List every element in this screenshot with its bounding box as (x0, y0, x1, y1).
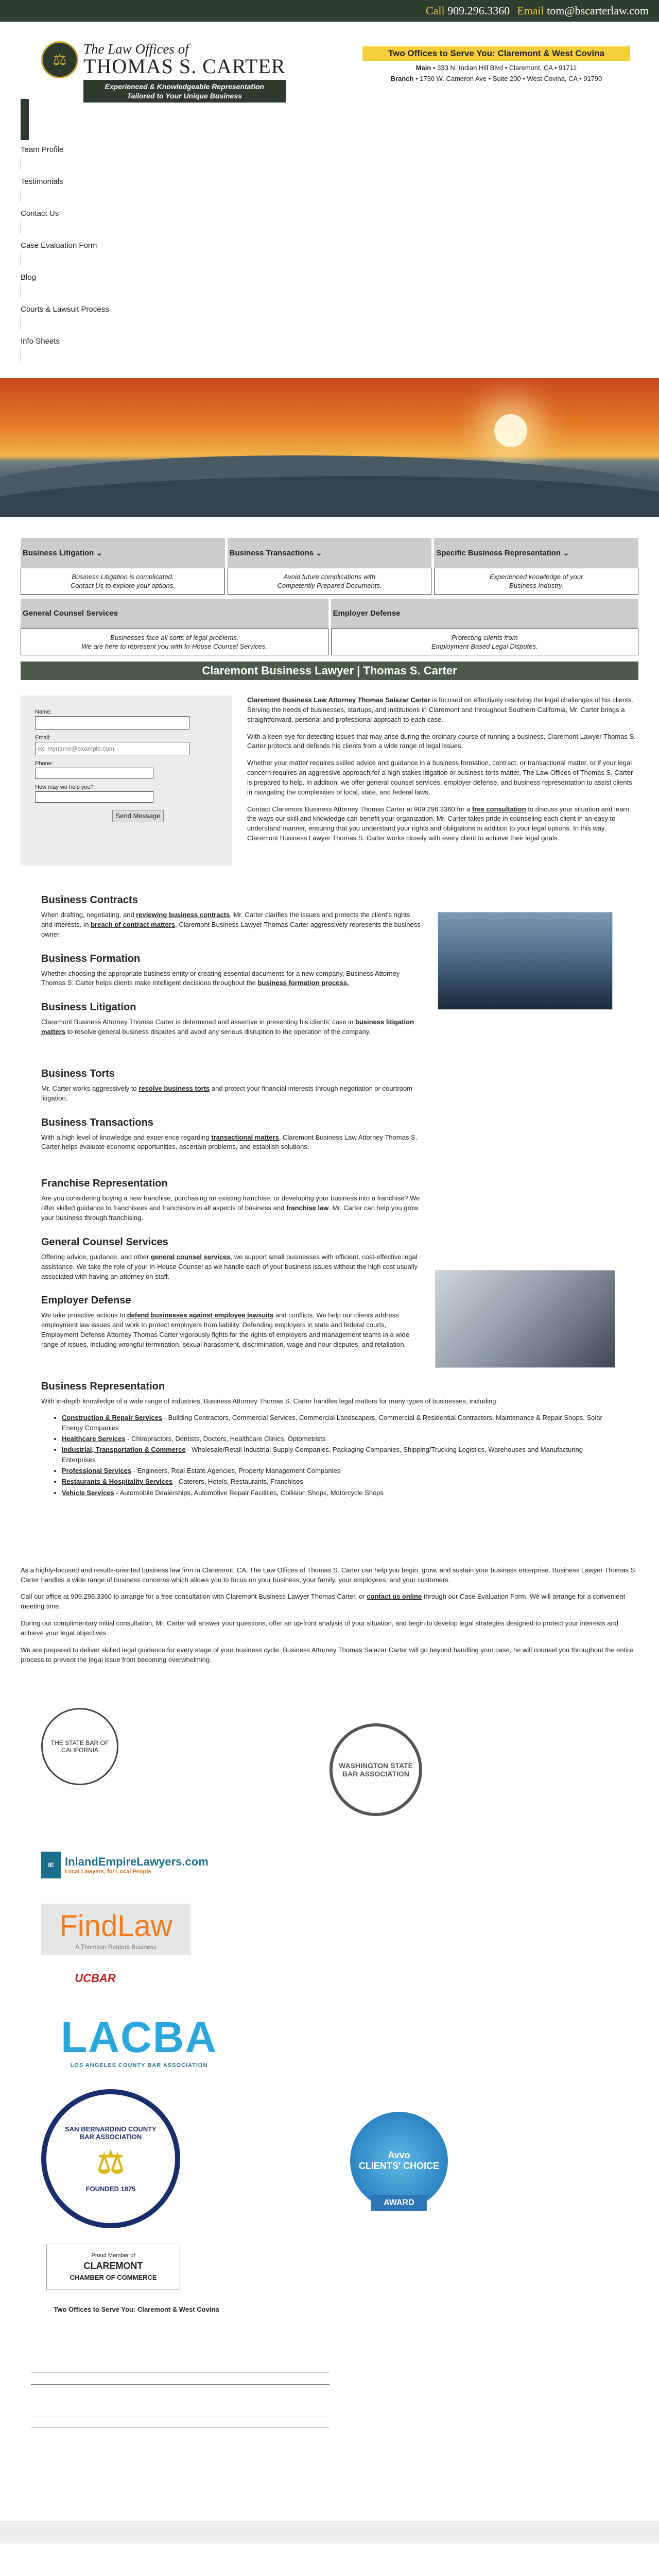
tagline-line-2: Tailored to Your Unique Business (127, 92, 242, 100)
logo-top-text: The Law Offices of (83, 41, 189, 57)
logo-text: InlandEmpireLawyers.com (65, 1855, 209, 1869)
email-info[interactable] (517, 4, 649, 18)
text: With a high level of knowledge and experience regarding (41, 1133, 212, 1141)
call-info[interactable] (426, 4, 510, 18)
litigation-link[interactable]: business litigation matters (41, 1018, 414, 1036)
section-text (41, 910, 422, 940)
service-general-counsel[interactable] (21, 599, 328, 655)
ucbar-logo[interactable]: UCBAR (75, 1972, 116, 1985)
employer-defense-link[interactable]: defend businesses against employee lawsuits (127, 1311, 274, 1319)
ie-badge-icon: IE (41, 1852, 61, 1878)
text: - Engineers, Real Estate Agencies, Property Management Companies (131, 1467, 341, 1475)
logo-text: THE STATE BAR OF CALIFORNIA (50, 1739, 109, 1754)
service-employer-defense[interactable] (331, 599, 639, 655)
top-contact-bar (0, 0, 659, 22)
service-desc (21, 629, 328, 655)
service-desc-line: Business Industry. (509, 581, 564, 589)
inland-empire-lawyers-logo[interactable] (41, 1847, 209, 1883)
section-title: Business Formation (41, 953, 141, 964)
phone-input[interactable] (35, 768, 153, 779)
service-desc-line: Experienced knowledge of your (489, 573, 583, 581)
service-specific-representation[interactable] (434, 538, 638, 595)
name-label: Name: (35, 709, 52, 715)
text: - Automobile Dealerships, Automotive Repair Facilities, Collision Shops, Motorcycle Shops (114, 1488, 384, 1497)
text: to resolve general business disputes and avoid any serious disruption to the operation of the company. (65, 1028, 371, 1036)
contact-online-link[interactable]: contact us online (367, 1592, 422, 1601)
text: Claremont Business Attorney Thomas Carter is determined and assertive in presenting his clients' case in (41, 1018, 355, 1026)
practice-areas (0, 866, 659, 1498)
section-text (41, 969, 422, 989)
service-title: General Counsel Services (21, 599, 328, 629)
logo-text: CLIENTS' CHOICE (358, 2161, 440, 2172)
nav-label: Courts & Lawsuit Process (21, 305, 109, 314)
offices-title: Two Offices to Serve You: Claremont & West Covina (362, 46, 630, 61)
industry-list (62, 1413, 618, 1498)
sun-shape (494, 414, 527, 447)
attorney-link[interactable]: Claremont Business Law Attorney Thomas Salazar Carter (247, 696, 430, 704)
nav-label: Blog (21, 273, 37, 282)
nav-label: Team Profile (21, 145, 64, 154)
branch-address: • 1730 W. Cameron Ave • Suite 200 • West Covina, CA • 91790 (415, 75, 602, 82)
section-text (41, 1018, 422, 1037)
section-title: Employer Defense (41, 1295, 131, 1307)
nav-item-blog[interactable] (21, 273, 638, 305)
text: We take proactive actions to (41, 1311, 127, 1319)
intro-paragraph (247, 696, 638, 725)
phone-number[interactable]: 909.296.3360 (447, 4, 510, 17)
section-title: Business Contracts (41, 894, 138, 906)
general-counsel-link[interactable]: general counsel services (150, 1252, 231, 1261)
scales-icon: ⚖ (97, 2145, 125, 2180)
contact-form (21, 696, 232, 866)
logo-subtext: LOS ANGELES COUNTY BAR ASSOCIATION (70, 2062, 208, 2069)
service-desc-line: Businesses face all sorts of legal problems. (110, 634, 239, 641)
list-item (62, 1434, 608, 1444)
service-desc (434, 568, 638, 595)
association-logos (0, 1672, 659, 2295)
text: - Caterers, Hotels, Restaurants, Franchises (172, 1478, 303, 1486)
section-text (41, 1194, 422, 1223)
list-item (62, 1445, 608, 1465)
text: , Claremont Business Law Attorney Thomas S. Carter helps evaluate economic opportunities, ascertain problems, and establish solutions. (41, 1133, 418, 1151)
ribbon-label: AWARD (371, 2195, 427, 2211)
service-title (21, 538, 225, 568)
logo-subtext: FOUNDED 1875 (85, 2184, 136, 2193)
paragraph-text: to discuss your situation and learn the ways our skill and knowledge can benefit your organization. Mr. Carter takes pride in counseling each client in an easy to understand manner, ensuring that you understand your rights and obligations in addition to your legal options. In this way, Claremont Business Lawyer Thomas S. Carter works closely with every client to achieve their legal goals. (247, 805, 629, 842)
industry-link[interactable]: Restaurants & Hospitality Services (62, 1478, 173, 1486)
list-item (62, 1413, 608, 1433)
nav-item-info-sheets[interactable] (21, 337, 638, 369)
send-message-button[interactable]: Send Message (112, 810, 164, 822)
section-title: Business Representation (41, 1380, 165, 1392)
section-text: With in-depth knowledge of a wide range of industries, Business Attorney Thomas S. Carter handles legal matters for many types of businesses, including: (41, 1397, 498, 1405)
intro-paragraph (247, 805, 638, 843)
nav-label: Info Sheets (21, 337, 60, 346)
site-header (0, 22, 659, 99)
franchise-link[interactable]: franchise law (286, 1204, 329, 1212)
nav-item-testimonials[interactable] (21, 177, 638, 209)
logo-subtext: Local Lawyers, for Local People (65, 1869, 151, 1875)
main-address: • 333 N. Indian Hill Blvd • Claremont, CA • 91711 (432, 64, 577, 72)
help-label: How may we help you? (35, 784, 94, 790)
text: , Mr. Carter clarifies the issues and protects the client's rights and interests. In (41, 911, 410, 928)
logo-subtext: CHAMBER OF COMMERCE (70, 2274, 157, 2282)
closing-paragraph: As a highly-focused and results-oriented business law firm in Claremont, CA, The Law Offices of Thomas S. Carter can help you begin, grow, and sustain your business enterprise. Business Lawyer Thomas S. Carter handles a wide range of business concerns which allows you to focus on your business, your family, your employees, and your customers. (21, 1566, 637, 1584)
service-title: Employer Defense (331, 599, 639, 629)
section-title: Business Litigation (41, 1002, 136, 1013)
paragraph-text: is focused on effectively resolving the legal challenges of his clients. Serving the needs of businesses, startups, and institutions in Claremont and throughout Southern California, Mr. Carter brings a straightforward, personal and professional approach to each case. (247, 696, 634, 723)
service-title-text: Business Litigation (23, 549, 94, 557)
main-nav (0, 99, 659, 369)
nav-label: Contact Us (21, 209, 59, 218)
logo-text: SAN BERNARDINO COUNTY BAR ASSOCIATION (65, 2125, 157, 2141)
breach-link[interactable]: breach of contract matters (91, 920, 176, 928)
text: and conflicts. We help our clients address employment law issues and work to protect employers from liability. Defending employers in state and federal courts, Employment Defense Attorney Thomas Carter vigorously fights for the rights of employers and management teams in a wide range of issues, including wrongful termination, sexual harassment, discrimination, wage and hour disputes, and retaliation. (41, 1311, 410, 1348)
text: When drafting, negotiating, and (41, 911, 136, 919)
hero-sunset-image (0, 378, 659, 517)
section-title: General Counsel Services (41, 1236, 168, 1248)
contracts-link[interactable]: reviewing business contracts (136, 911, 230, 919)
service-desc (21, 568, 225, 595)
industry-link[interactable]: Vehicle Services (62, 1488, 114, 1497)
nav-item-courts[interactable] (21, 305, 638, 337)
services-grid (0, 538, 659, 655)
handshake-photo (435, 1270, 615, 1368)
section-title: Business Transactions (41, 1116, 153, 1128)
phone-label: Phone: (35, 760, 53, 767)
logo-subtext: Proud Member of (91, 2252, 135, 2259)
email-label: Email (517, 4, 544, 17)
name-input[interactable] (35, 716, 189, 730)
main-label: Main (415, 64, 431, 72)
service-desc-line: Competently Prepared Documents. (277, 581, 382, 589)
service-title (228, 538, 432, 568)
service-desc-line: Contact Us to explore your options. (70, 581, 175, 589)
chevron-down-icon: ⌄ (563, 549, 569, 557)
washington-bar-seal-icon[interactable] (330, 1723, 422, 1816)
section-title: Franchise Representation (41, 1178, 168, 1190)
firm-logo[interactable] (41, 41, 286, 103)
chevron-down-icon: ⌄ (96, 549, 103, 557)
list-item (62, 1466, 608, 1476)
service-desc-line: Avoid future complications with (283, 573, 376, 581)
avvo-clients-choice-badge[interactable] (340, 2099, 458, 2223)
text: , Claremont Business Lawyer Thomas Carter aggressively represents the business owner. (41, 920, 421, 938)
service-desc-line: Business Litigation is complicated. (72, 573, 174, 581)
list-item (62, 1477, 608, 1487)
findlaw-logo[interactable] (41, 1904, 190, 1955)
intro-paragraph: Whether your matter requires skilled advice and guidance in a business formation, contract, or transactional matter, or if your legal concern requires an aggressive approach for a high stakes litigation or business torts matter, The Law Offices of Thomas S. Carter is prepared to help. In addition, we offer general counsel services, employer defense, and business representation to assist clients in navigating the complexities of local, state, and federal laws. (247, 759, 633, 796)
industry-link[interactable]: Healthcare Services (62, 1434, 126, 1443)
claremont-chamber-logo[interactable] (46, 2244, 180, 2290)
logo-firm-name: THOMAS S. CARTER (83, 55, 286, 78)
footer-title: Two Offices to Serve You: Claremont & West Covina (54, 2306, 219, 2314)
free-consultation-link[interactable]: free consultation (472, 805, 526, 813)
industry-link[interactable]: Industrial, Transportation & Commerce (62, 1445, 186, 1453)
logo-text: LACBA (61, 2012, 217, 2061)
logo-text: WASHINGTON STATE BAR ASSOCIATION (339, 1761, 413, 1778)
text: through our Case Evaluation Form. We will arrange for a convenient meeting time. (21, 1592, 626, 1611)
nav-item-team-profile[interactable] (21, 145, 638, 177)
service-desc (228, 568, 432, 595)
closing-paragraph: We are prepared to deliver skilled legal guidance for every stage of your business cycle. Business Attorney Thomas Salazar Carter will go beyond handling your case, he will counsel you throughout the entire process to prevent the legal issue from becoming overwhelming. (21, 1646, 633, 1664)
footer-bottom-bar (0, 2521, 659, 2544)
logo-subtext: A Thomson Reuters Business (75, 1943, 157, 1951)
text: - Chiropractors, Dentists, Doctors, Healthcare Clinics, Optometrists (125, 1434, 326, 1443)
branch-office (362, 75, 630, 82)
text: - Building Contractors, Commercial Services, Commercial Landscapers, Commercial & Residential Contractors, Maintenance & Repair Shops, Solar Energy Companies (62, 1413, 602, 1432)
call-label: Call (425, 4, 445, 17)
email-label: Email: (35, 735, 51, 741)
footer-divider (31, 2372, 330, 2373)
nav-label: Testimonials (21, 177, 63, 186)
service-business-litigation[interactable] (21, 538, 225, 595)
text: and protect your financial interests through negotiation or courtroom litigation. (41, 1084, 413, 1102)
intro-paragraph: With a keen eye for detecting issues that may arise during the ordinary course of running a business, Claremont Lawyer Thomas S. Carter protects and defends his clients from a wide range of legal issues. (247, 732, 636, 750)
text: Whether choosing the appropriate business entity or creating essential documents for a new company, Business Attorney Thomas S. Carter helps clients make intelligent decisions throughout the (41, 969, 400, 987)
closing-paragraph: During our complimentary initial consultation, Mr. Carter will answer your questions, offer an up-front analysis of your situation, and begin to develop legal strategies designed to protect your interests and achieve your legal objectives. (21, 1619, 618, 1637)
nav-item-case-evaluation[interactable] (21, 241, 638, 273)
text: Are you considering buying a new franchise, purchasing an existing franchise, or developing your business into a franchise? We offer skilled guidance to franchisees and franchisors in all aspects of business and (41, 1194, 420, 1212)
service-business-transactions[interactable] (228, 538, 432, 595)
service-desc (331, 629, 639, 655)
text: , we support small businesses with efficient, cost-effective legal assistance. We take the role of your In-House Counsel as we handle each of your business issues without the high cost usually associated with having an attorney on staff. (41, 1252, 418, 1280)
text: Call our office at 909.296.3360 to arrange for a free consultation with Claremont Business Lawyer Thomas Carter, or (21, 1592, 367, 1601)
tagline-line-1: Experienced & Knowledgeable Representation (105, 82, 265, 91)
chevron-down-icon: ⌄ (316, 549, 322, 557)
california-bar-seal-icon[interactable] (41, 1708, 118, 1785)
torts-link[interactable]: resolve business torts (138, 1084, 210, 1092)
nav-item-contact-us[interactable] (21, 209, 638, 241)
service-title-text: Specific Business Representation (436, 549, 561, 557)
service-title-text: Business Transactions (229, 549, 314, 557)
text: Offering advice, guidance, and other (41, 1252, 151, 1261)
section-text (41, 1252, 422, 1282)
list-item (62, 1488, 608, 1498)
branch-label: Branch (390, 75, 414, 82)
transactional-link[interactable]: transactional matters (211, 1133, 279, 1141)
footer-fields (0, 2313, 659, 2428)
section-text (41, 1084, 422, 1104)
industry-link[interactable]: Construction & Repair Services (62, 1413, 163, 1421)
scales-seal-icon: ⚖ (41, 41, 78, 78)
business-people-photo (438, 912, 613, 1010)
section-text (41, 1311, 422, 1349)
text: - Wholesale/Retail Industrial Supply Companies, Packaging Companies, Shipping/Trucking Logistics, Warehouses and Manufacturing Enterprises (62, 1445, 583, 1464)
nav-home-button[interactable] (21, 99, 29, 140)
san-bernardino-bar-seal-icon[interactable] (41, 2089, 180, 2228)
logo-text: CLAREMONT (83, 2261, 143, 2272)
lacba-logo[interactable] (46, 2012, 232, 2069)
help-input[interactable] (35, 791, 153, 803)
page-title-banner: Claremont Business Lawyer | Thomas S. Carter (21, 662, 638, 680)
office-locations (362, 46, 630, 82)
section-title: Business Torts (41, 1067, 115, 1079)
service-desc-line: Employment-Based Legal Disputes. (431, 642, 538, 650)
service-desc-line: Protecting clients from (451, 634, 518, 641)
section-text (41, 1133, 422, 1153)
site-footer (0, 2295, 659, 2544)
intro-section (0, 680, 659, 866)
service-title (434, 538, 638, 568)
logo-text: FindLaw (59, 1909, 172, 1943)
logo-text: Avvo (388, 2150, 410, 2161)
service-desc-line: We are here to represent you with In-House Counsel Services. (81, 642, 267, 650)
formation-link[interactable]: business formation process. (257, 979, 349, 987)
industry-link[interactable]: Professional Services (62, 1467, 132, 1475)
firm-tagline (83, 80, 286, 103)
closing-paragraph (21, 1592, 638, 1612)
text: Mr. Carter works aggressively to (41, 1084, 139, 1092)
text: . Mr. Carter can help you grow your business through franchising. (41, 1204, 419, 1222)
nav-label: Case Evaluation Form (21, 241, 97, 250)
paragraph-text: Contact Claremont Business Attorney Thomas Carter at 909.296.3360 for a (247, 805, 472, 813)
main-office (362, 64, 630, 72)
intro-text (247, 696, 638, 866)
email-address[interactable]: tom@bscarterlaw.com (547, 4, 649, 17)
footer-divider (31, 2384, 330, 2385)
email-input[interactable] (35, 742, 189, 755)
closing-section (0, 1499, 659, 1665)
